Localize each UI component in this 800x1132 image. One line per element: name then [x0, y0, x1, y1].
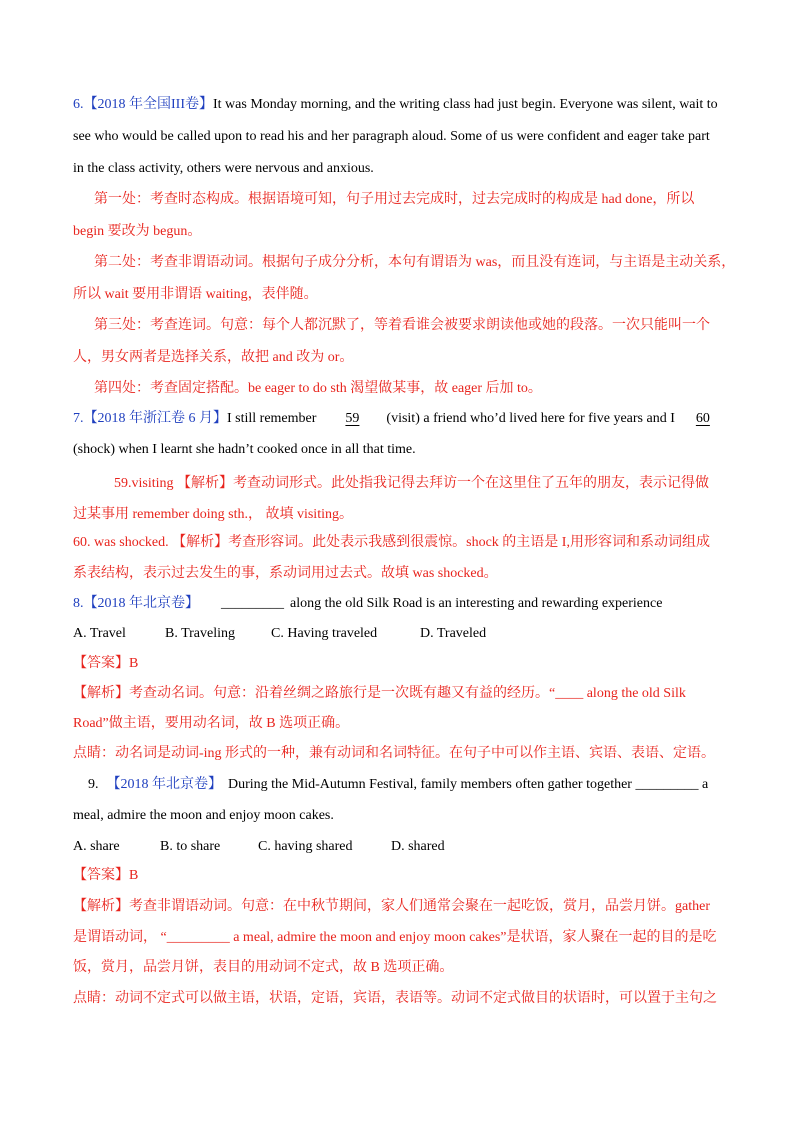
question-7-line-2: (shock) when I learnt she hadn’t cooked once in all that time.	[73, 442, 416, 457]
q6-explanation-3-cont: 人，男女两者是选择关系，故把 and 改为 or。	[73, 350, 354, 365]
question-number: 9.	[88, 777, 99, 792]
question-text: in the class activity, others were nervous and anxious.	[73, 161, 374, 176]
q7-explanation-59: 59.visiting 【解析】考查动词形式。此处指我记得去拜访一个在这里住了五年的朋友，表示记得做	[114, 476, 710, 491]
answer-blank: _________	[221, 596, 284, 611]
question-source: 【2018 年全国III卷】	[83, 97, 213, 112]
question-8-stem	[73, 594, 662, 614]
option-a: A. share	[73, 839, 120, 854]
q6-explanation-2: 第二处：考查非谓语动词。根据句子成分分析，本句有谓语为 was，而且没有连词，与主语是主动关系，	[94, 255, 736, 270]
option-d: D. shared	[391, 839, 445, 854]
question-source: 【2018 年北京卷】	[83, 596, 199, 611]
question-6-line-2	[73, 127, 710, 147]
q6-explanation-1: 第一处：考查时态构成。根据语境可知，句子用过去完成时，过去完成时的构成是 had done，所以	[94, 192, 695, 207]
question-9-line-1	[88, 775, 708, 795]
option-c: C. Having traveled	[271, 626, 378, 641]
q6-explanation-1-cont: begin 要改为 begun。	[73, 224, 202, 239]
q7-explanation-60: 60. was shocked. 【解析】考查形容词。此处表示我感到很震惊。shock 的主语是 I,用形容词和系动词组成	[73, 535, 710, 550]
q9-analysis-1: 【解析】考查非谓语动词。句意：在中秋节期间，家人们通常会聚在一起吃饭，赏月，品尝月饼。gather	[73, 899, 710, 914]
q9-analysis-3: 饭，赏月，品尝月饼，表目的用动词不定式，故 B 选项正确。	[73, 960, 454, 975]
question-text: along the old Silk Road is an interesting and rewarding experience	[290, 596, 663, 611]
question-6-line-3	[73, 159, 374, 179]
question-text: see who would be called upon to read his and her paragraph aloud. Some of us were confident and eager take part	[73, 129, 710, 144]
q8-analysis-2: Road”做主语，要用动名词，故 B 选项正确。	[73, 716, 350, 731]
question-source: 【2018 年浙江卷 6 月】	[83, 411, 227, 426]
blank-59: 59	[345, 411, 360, 426]
option-a: A. Travel	[73, 626, 126, 641]
q9-answer: 【答案】B	[73, 868, 139, 883]
q6-explanation-2-cont: 所以 wait 要用非谓语 waiting，表伴随。	[73, 287, 318, 302]
q8-note: 点睛：动名词是动词-ing 形式的一种，兼有动词和名词特征。在句子中可以作主语、宾语、表语、定语。	[73, 746, 716, 761]
question-number: 8.	[73, 596, 84, 611]
question-text: During the Mid-Autumn Festival, family members often gather together _________ a	[228, 777, 709, 792]
q8-answer: 【答案】B	[73, 656, 139, 671]
q6-explanation-4: 第四处：考查固定搭配。be eager to do sth 渴望做某事，故 eager 后加 to。	[94, 381, 542, 396]
option-c: C. having shared	[258, 839, 353, 854]
question-9-line-2: meal, admire the moon and enjoy moon cakes.	[73, 808, 334, 823]
q7-explanation-60-cont: 系表结构，表示过去发生的事，系动词用过去式。故填 was shocked。	[73, 566, 498, 581]
question-7-line-1	[73, 409, 723, 429]
q6-explanation-3: 第三处：考查连词。句意：每个人都沉默了，等着看谁会被要求朗读他或她的段落。一次只能叫一个	[94, 318, 710, 333]
option-b: B. Traveling	[165, 626, 236, 641]
blank-60: 60	[695, 411, 710, 426]
question-text: It was Monday morning, and the writing class had just begin. Everyone was silent, wait to	[213, 97, 718, 112]
question-number: 7.	[73, 411, 84, 426]
question-6-line-1	[73, 95, 718, 115]
question-source: 【2018 年北京卷】	[106, 777, 222, 792]
question-text: I still remember	[227, 411, 317, 426]
q7-explanation-59-cont: 过某事用 remember doing sth.， 故填 visiting。	[73, 507, 353, 522]
question-number: 6.	[73, 97, 84, 112]
q9-note: 点睛：动词不定式可以做主语，状语，定语，宾语，表语等。动词不定式做目的状语时，可以置于主句之	[73, 991, 717, 1006]
question-text: (visit) a friend who’d lived here for five years and I	[386, 411, 675, 426]
q8-analysis-1: 【解析】考查动名词。句意：沿着丝绸之路旅行是一次既有趣又有益的经历。“____ along the old Silk	[73, 686, 686, 701]
q9-analysis-2: 是谓语动词， “_________ a meal, admire the moon and enjoy moon cakes”是状语，家人聚在一起的目的是吃	[73, 930, 717, 945]
option-d: D. Traveled	[420, 626, 487, 641]
option-b: B. to share	[160, 839, 221, 854]
